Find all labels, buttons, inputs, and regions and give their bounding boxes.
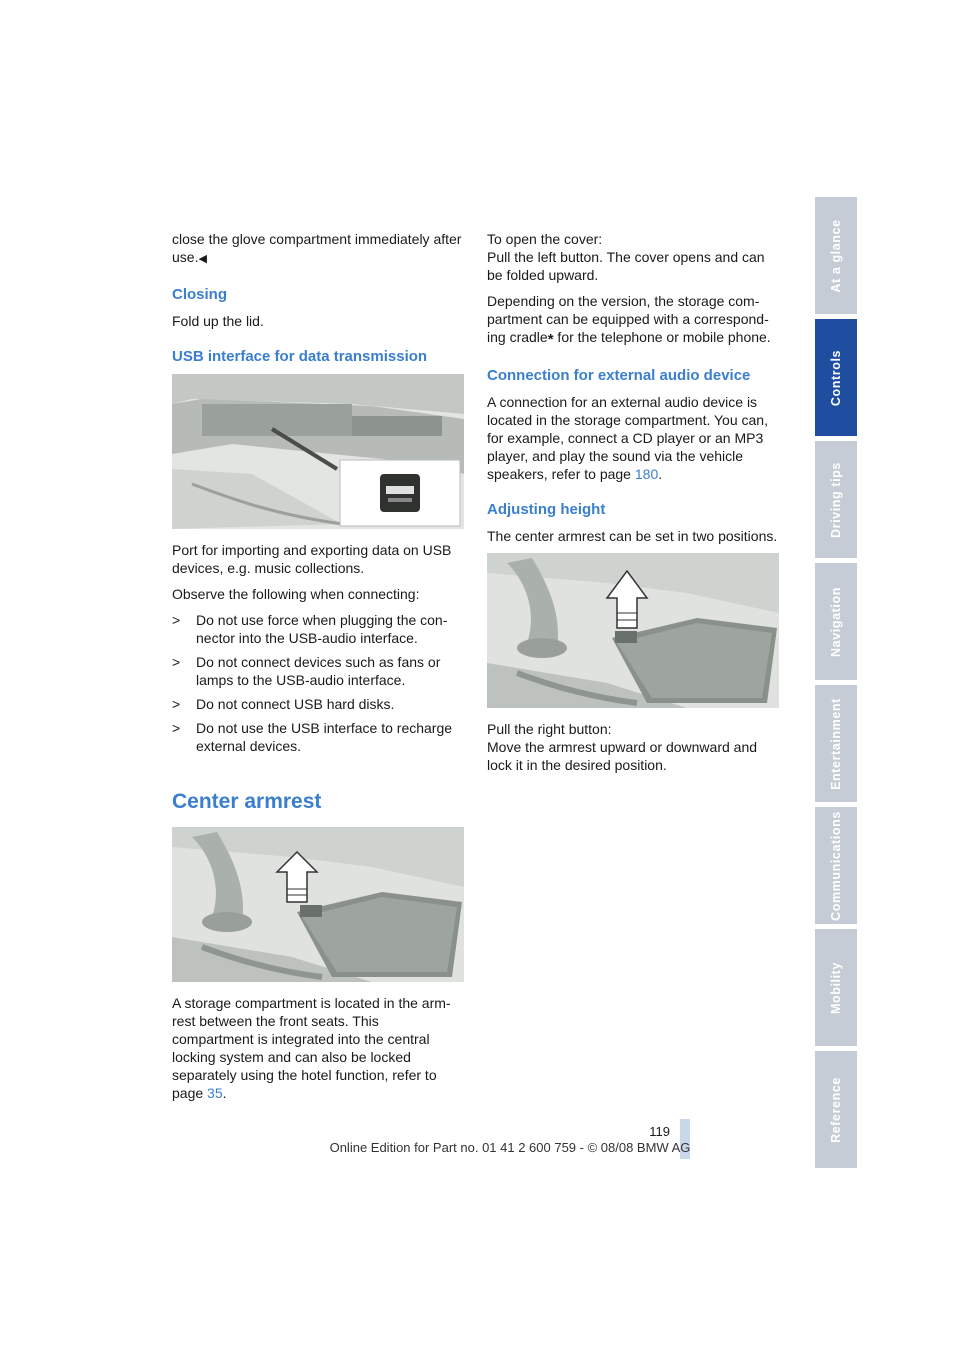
- tab-label: Reference: [829, 1076, 843, 1143]
- list-item-text: Do not connect devices such as fans or lamps to the USB-audio interface.: [196, 654, 441, 688]
- storage-paragraph: [172, 994, 464, 1102]
- right-column: [487, 230, 779, 782]
- tab-driving-tips[interactable]: [815, 441, 857, 558]
- tab-label: Navigation: [829, 586, 843, 657]
- height-text: The center armrest can be set in two positions.: [487, 528, 778, 544]
- pull-right-paragraph: [487, 720, 779, 774]
- height-heading: Adjusting height: [487, 501, 606, 518]
- usb-description: Port for importing and exporting data on USB devices, e.g. music collections.: [172, 542, 452, 576]
- bullet-marker: >: [172, 654, 181, 670]
- list-item: [172, 719, 464, 755]
- list-item-text: Do not connect USB hard disks.: [196, 696, 395, 712]
- tab-navigation[interactable]: [815, 563, 857, 680]
- depending-text-end: for the telephone or mobile phone.: [553, 329, 771, 345]
- bullet-marker: >: [172, 696, 181, 712]
- page-link-180[interactable]: 180: [634, 466, 659, 482]
- tab-label: Mobility: [829, 961, 843, 1014]
- tab-at-a-glance[interactable]: [815, 197, 857, 314]
- period: .: [658, 466, 663, 482]
- tab-label: Communications: [829, 810, 843, 921]
- pull-right-title: Pull the right button:: [487, 721, 612, 737]
- armrest-storage-illustration: [172, 827, 464, 982]
- edition-text: Online Edition for Part no. 01 41 2 600 759 - © 08/08 BMW AG: [329, 1140, 691, 1155]
- closing-text: Fold up the lid.: [172, 313, 264, 329]
- audio-heading: Connection for external audio device: [487, 367, 751, 384]
- tab-controls[interactable]: [815, 319, 857, 436]
- depending-text: Depending on the version, the storage com-partment can be equipped with a correspond-ing cradle: [487, 293, 769, 345]
- tab-label: Controls: [829, 349, 843, 406]
- open-cover-text: Pull the left button. The cover opens and can be folded upward.: [487, 249, 765, 283]
- end-mark: ◀: [198, 253, 207, 265]
- edition-footer: [0, 1140, 960, 1155]
- tab-mobility[interactable]: [815, 929, 857, 1046]
- tab-label: At a glance: [829, 218, 843, 293]
- optional-equipment-star: *: [547, 331, 554, 348]
- bullet-marker: >: [172, 612, 181, 628]
- tab-entertainment[interactable]: [815, 685, 857, 802]
- period: .: [222, 1085, 227, 1101]
- left-column: [172, 230, 464, 1110]
- depending-paragraph: [487, 292, 779, 349]
- usb-heading: USB interface for data transmission: [172, 348, 428, 365]
- list-item: [172, 653, 464, 689]
- observe-text: Observe the following when connecting:: [172, 586, 420, 602]
- move-text: Move the armrest upward or downward and lock it in the desired position.: [487, 739, 758, 773]
- bullet-marker: >: [172, 720, 181, 736]
- center-armrest-heading: Center armrest: [172, 790, 322, 813]
- tab-label: Driving tips: [829, 461, 843, 538]
- open-cover-title: To open the cover:: [487, 231, 603, 247]
- list-item-text: Do not use force when plugging the con-nector into the USB-audio interface.: [196, 612, 448, 646]
- chapter-tabs: [815, 197, 857, 1173]
- open-cover-paragraph: [487, 230, 779, 284]
- list-item: [172, 611, 464, 647]
- list-item: [172, 695, 464, 713]
- audio-paragraph: [487, 393, 779, 483]
- list-item-text: Do not use the USB interface to recharge external devices.: [196, 720, 453, 754]
- usb-illustration: [172, 374, 464, 529]
- intro-text: close the glove compartment immediately after use.: [172, 231, 462, 265]
- usb-rules-list: [172, 611, 464, 755]
- page-number: 119: [649, 1124, 670, 1139]
- tab-communications[interactable]: [815, 807, 857, 924]
- tab-label: Entertainment: [829, 697, 843, 790]
- closing-heading: Closing: [172, 286, 227, 303]
- storage-text: A storage compartment is located in the arm-rest between the front seats. This compartment is integrated into the central locking system and can also be locked separately using the hotel function, refer to page: [172, 995, 451, 1101]
- page-link-35[interactable]: 35: [207, 1085, 223, 1101]
- audio-text: A connection for an external audio device is located in the storage compartment. You can, for example, connect a CD player or an MP3 player, and play the sound via the vehicle speakers, refer to page: [487, 394, 768, 482]
- intro-paragraph: [172, 230, 464, 268]
- armrest-height-illustration: [487, 553, 779, 708]
